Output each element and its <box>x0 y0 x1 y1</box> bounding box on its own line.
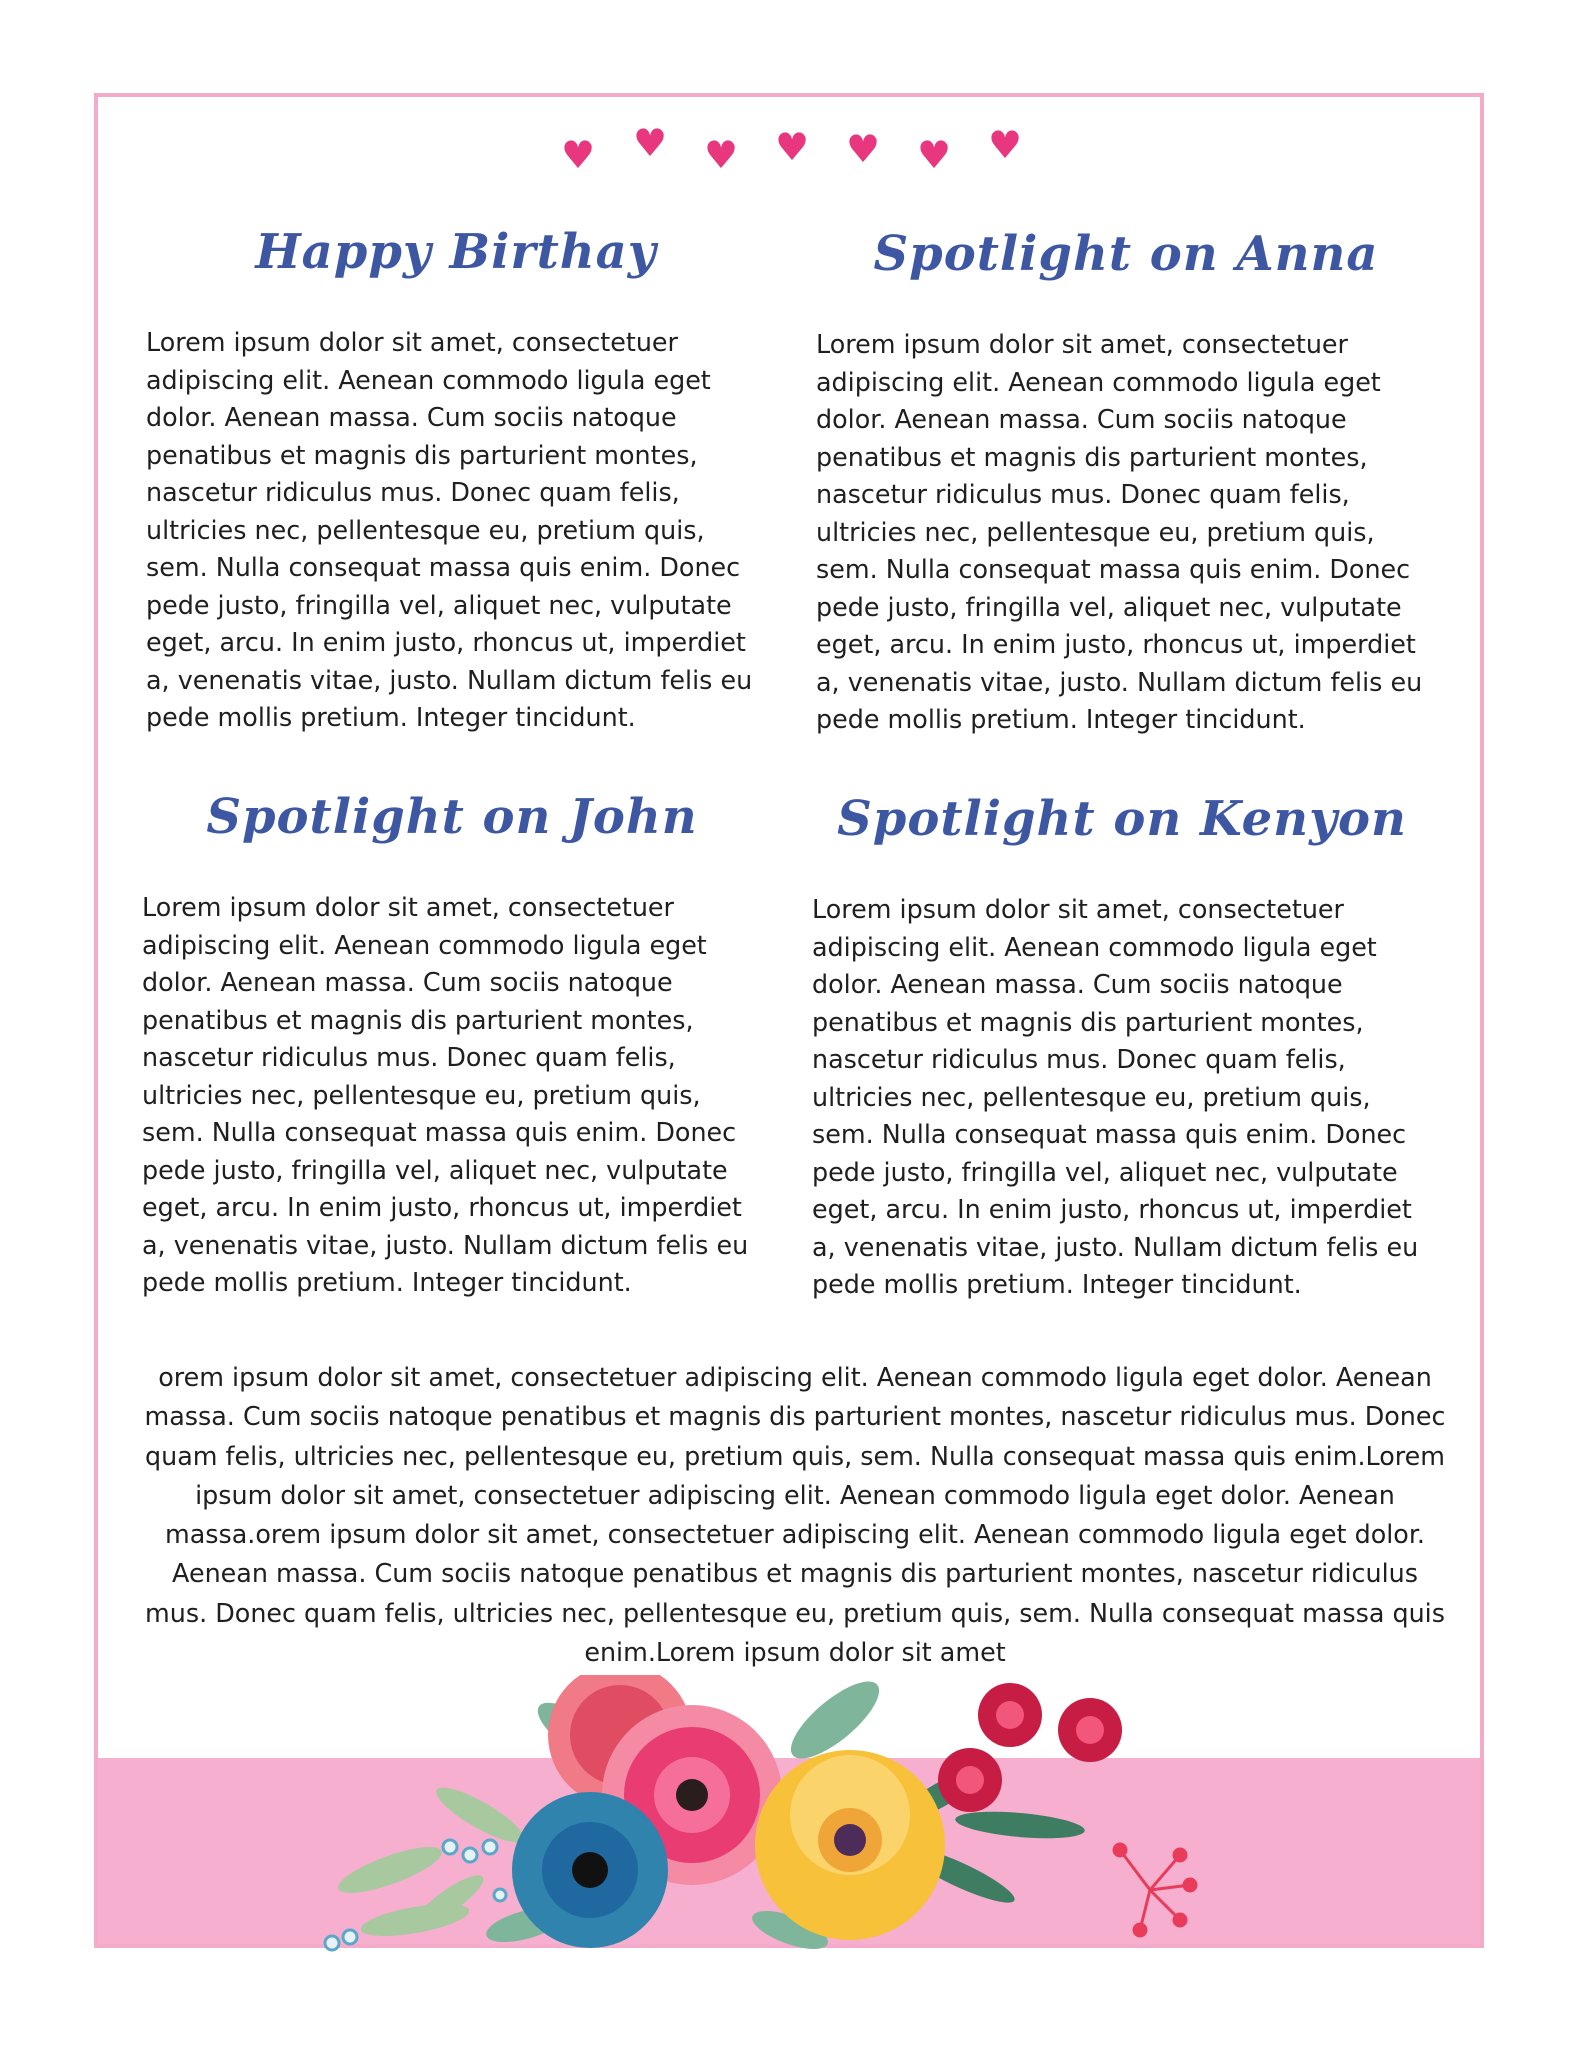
section-body: Lorem ipsum dolor sit amet, consectetuer adipiscing elit. Aenean commodo ligula eget dolor. Aenean massa. Cum sociis natoque penatibus et magnis dis parturient montes, nascetur ridiculus mus. Donec quam felis, ultricies nec, pellentesque eu, pretium quis, sem. Nulla consequat massa quis enim. Donec pede justo, fringilla vel, aliquet nec, vulputate eget, arcu. In enim justo, rhoncus ut, imperdiet a, venenatis vitae, justo. Nullam dictum felis eu pede mollis pretium. Integer tincidunt. <box>142 892 749 1297</box>
section-title: Happy Birthay <box>255 224 657 280</box>
heart-icon: ♥ <box>775 125 810 169</box>
section-title: Spotlight on Anna <box>873 226 1379 282</box>
heart-icon: ♥ <box>704 133 739 177</box>
heart-icon: ♥ <box>988 123 1023 167</box>
section-body: Lorem ipsum dolor sit amet, consectetuer adipiscing elit. Aenean commodo ligula eget dolor. Aenean massa. Cum sociis natoque penatibus et magnis dis parturient montes, nascetur ridiculus mus. Donec quam felis, ultricies nec, pellentesque eu, pretium quis, sem. Nulla consequat massa quis enim. Donec pede justo, fringilla vel, aliquet nec, vulputate eget, arcu. In enim justo, rhoncus ut, imperdiet a, venenatis vitae, justo. Nullam dictum felis eu pede mollis pretium. Integer tincidunt. <box>816 329 1423 734</box>
hearts-garland <box>0 120 1588 180</box>
heart-icon: ♥ <box>846 127 881 171</box>
section-happy-birthday <box>146 210 766 737</box>
section-title: Spotlight on John <box>206 789 698 845</box>
flower-bouquet-illustration <box>320 1675 1270 1975</box>
section-title: Spotlight on Kenyon <box>837 791 1407 847</box>
section-body: Lorem ipsum dolor sit amet, consectetuer adipiscing elit. Aenean commodo ligula eget dolor. Aenean massa. Cum sociis natoque penatibus et magnis dis parturient montes, nascetur ridiculus mus. Donec quam felis, ultricies nec, pellentesque eu, pretium quis, sem. Nulla consequat massa quis enim. Donec pede justo, fringilla vel, aliquet nec, vulputate eget, arcu. In enim justo, rhoncus ut, imperdiet a, venenatis vitae, justo. Nullam dictum felis eu pede mollis pretium. Integer tincidunt. <box>146 327 753 732</box>
heart-icon: ♥ <box>633 121 668 165</box>
section-spotlight-anna <box>816 212 1436 739</box>
heart-icon: ♥ <box>917 133 952 177</box>
section-spotlight-kenyon <box>812 777 1432 1304</box>
bottom-paragraph: orem ipsum dolor sit amet, consectetuer adipiscing elit. Aenean commodo ligula eget dolor. Aenean massa. Cum sociis natoque penatibus et magnis dis parturient montes, nascetur ridiculus mus. Donec quam felis, ultricies nec, pellentesque eu, pretium quis, sem. Nulla consequat massa quis enim.Lorem ipsum dolor sit amet, consectetuer adipiscing elit. Aenean commodo ligula eget dolor. Aenean massa.orem ipsum dolor sit amet, consectetuer adipiscing elit. Aenean commodo ligula eget dolor. Aenean massa. Cum sociis natoque penatibus et magnis dis parturient montes, nascetur ridiculus mus. Donec quam felis, ultricies nec, pellentesque eu, pretium quis, sem. Nulla consequat massa quis enim.Lorem ipsum dolor sit amet <box>144 1362 1446 1668</box>
section-body: Lorem ipsum dolor sit amet, consectetuer adipiscing elit. Aenean commodo ligula eget dolor. Aenean massa. Cum sociis natoque penatibus et magnis dis parturient montes, nascetur ridiculus mus. Donec quam felis, ultricies nec, pellentesque eu, pretium quis, sem. Nulla consequat massa quis enim. Donec pede justo, fringilla vel, aliquet nec, vulputate eget, arcu. In enim justo, rhoncus ut, imperdiet a, venenatis vitae, justo. Nullam dictum felis eu pede mollis pretium. Integer tincidunt. <box>812 894 1419 1299</box>
heart-icon: ♥ <box>561 133 596 177</box>
section-spotlight-john <box>142 775 762 1302</box>
